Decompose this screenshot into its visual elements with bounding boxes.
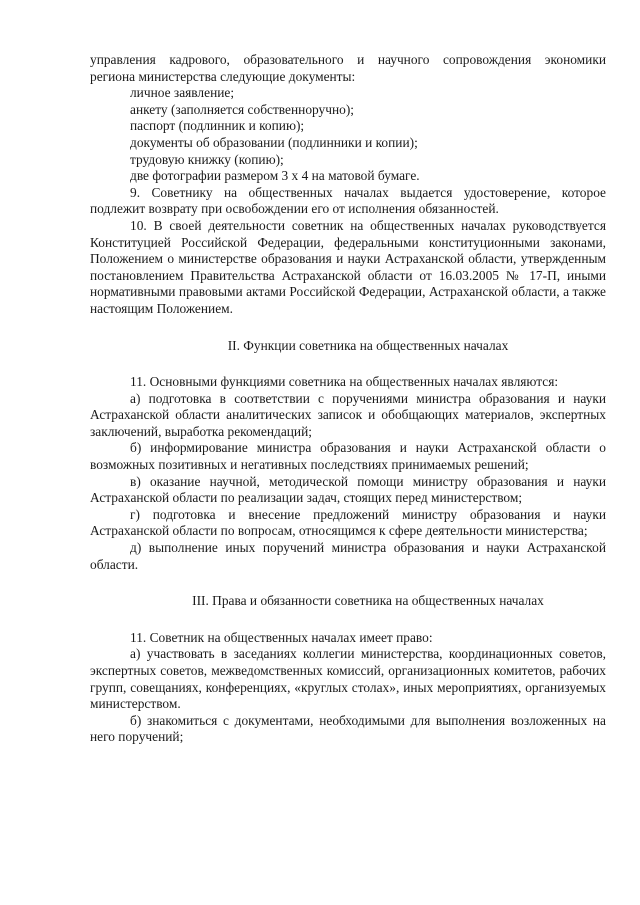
section-3-item: б) знакомиться с документами, необходимыми для выполнения возложенных на него поручений;: [90, 712, 606, 745]
section-2-intro: 11. Основными функциями советника на общественных началах являются:: [130, 374, 559, 390]
paragraph-9: 9. Советнику на общественных началах выдается удостоверение, которое подлежит возврату при освобождении его от исполнения обязанностей.: [90, 184, 606, 217]
section-2-item: б) информирование министра образования и науки Астраханской области о возможных позитивных и негативных последствиях принимаемых решений;: [90, 440, 606, 473]
document-item: анкету (заполняется собственноручно);: [130, 101, 355, 117]
section-2-heading: II. Функции советника на общественных началах: [227, 337, 509, 353]
document-item: личное заявление;: [130, 85, 235, 101]
document-item: трудовую книжку (копию);: [130, 151, 284, 167]
section-3-heading: III. Права и обязанности советника на общественных началах: [192, 593, 544, 609]
section-2-item: г) подготовка и внесение предложений министру образования и науки Астраханской области по вопросам, относящимся к сфере деятельности министерства;: [90, 506, 606, 539]
documents-list: [90, 85, 606, 185]
section-2-item: д) выполнение иных поручений министра образования и науки Астраханской области.: [90, 540, 606, 572]
section-3-item: а) участвовать в заседаниях коллегии министерства, координационных советов, экспертных советов, межведомственных комиссий, организационных комитетов, рабочих групп, совещаниях, конференциях, «круглых столах», иных мероприятиях, организуемых министерством.: [90, 646, 606, 712]
document-item: паспорт (подлинник и копию);: [130, 118, 305, 134]
section-2-item: в) оказание научной, методической помощи министру образования и науки Астраханской области по реализации задач, стоящих перед министерством;: [90, 473, 606, 506]
intro-line-1: управления кадрового, образовательного и научного сопровождения экономики: [90, 52, 606, 67]
document-item: документы об образовании (подлинники и копии);: [130, 134, 418, 150]
intro-line-2: региона министерства следующие документы:: [90, 68, 356, 84]
document-item: две фотографии размером 3 х 4 на матовой бумаге.: [130, 168, 420, 184]
paragraph-10: 10. В своей деятельности советник на общественных началах руководствуется Конституцией Российской Федерации, федеральными конституционными законами, Положением о министерстве образования и науки Астраханской области, утвержденным постановлением Правительства Астраханской области от 16.03.2005 № 17-П, иными нормативными правовыми актами Российской Федерации, Астраханской области, а также настоящим Положением.: [90, 217, 606, 316]
section-2-item: а) подготовка в соответствии с поручениями министра образования и науки Астраханской области аналитических записок и обобщающих материалов, экспертных заключений, выработка рекомендаций;: [90, 390, 606, 439]
section-3-intro: 11. Советник на общественных началах имеет право:: [130, 629, 433, 645]
